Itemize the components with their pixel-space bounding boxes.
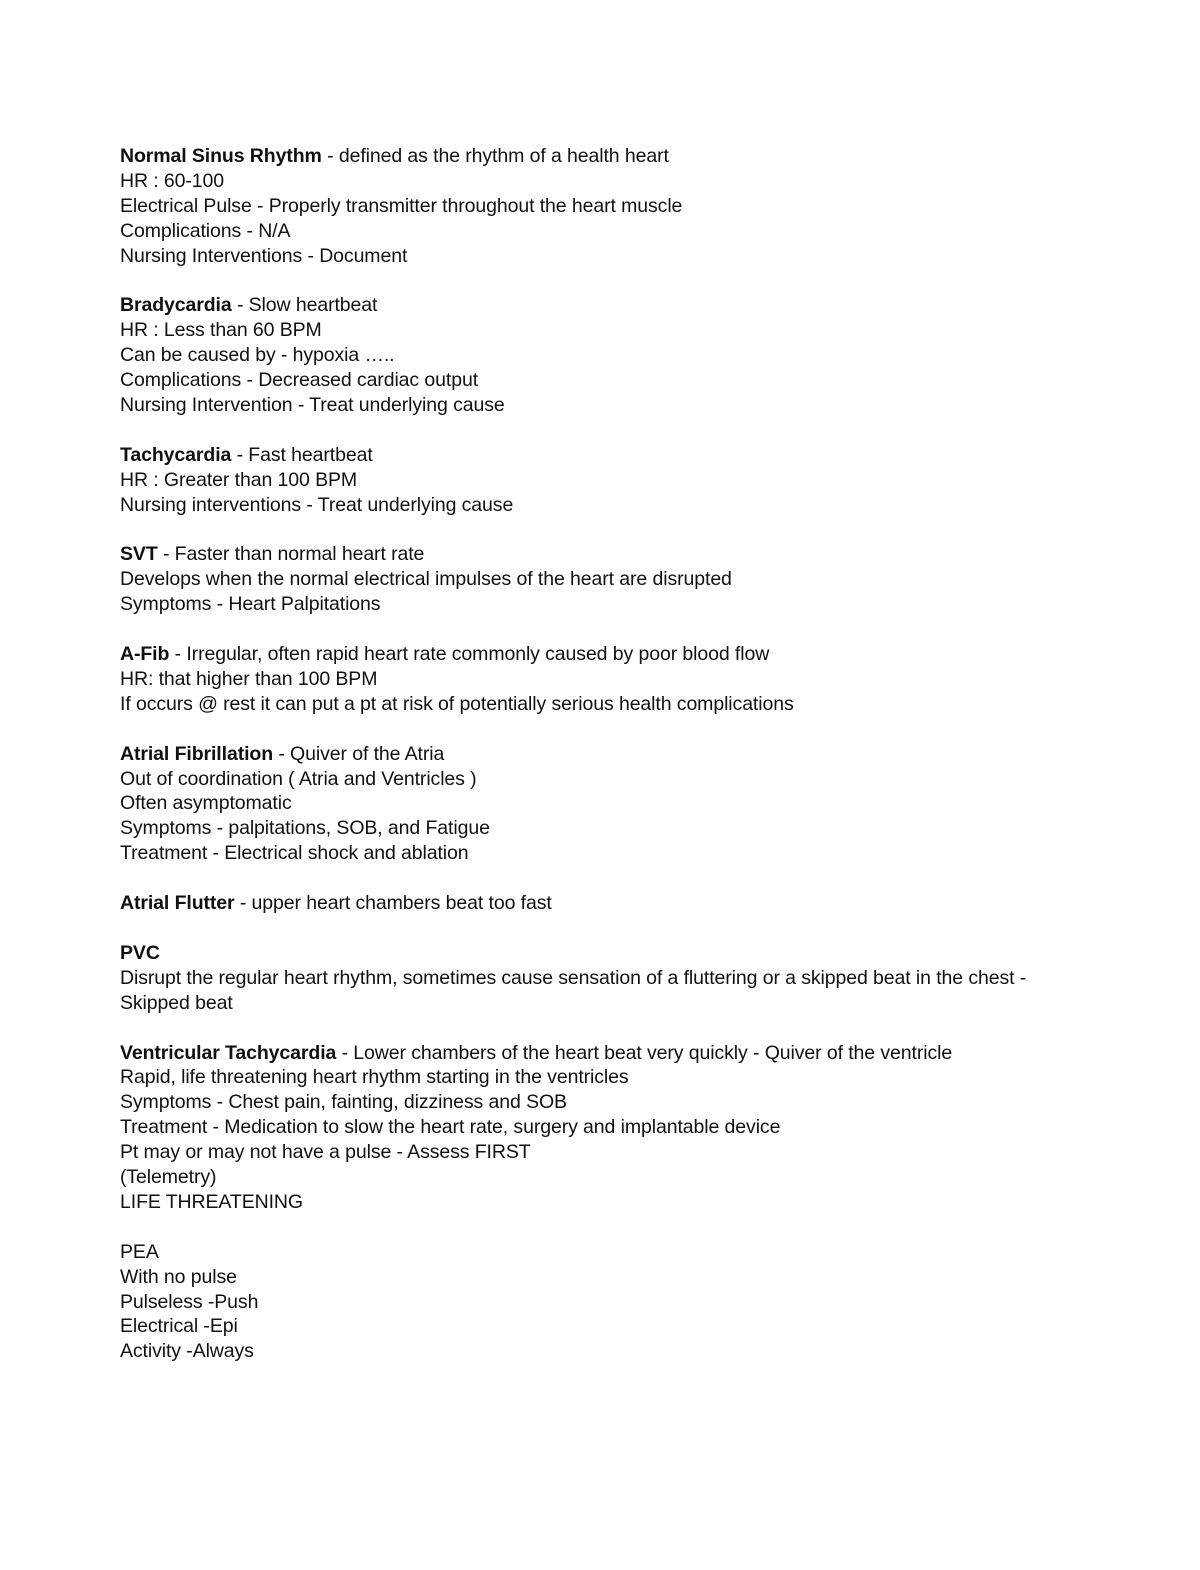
note-line: Can be caused by - hypoxia ….. bbox=[120, 344, 395, 367]
note-line: Electrical Pulse - Properly transmitter throughout the heart muscle bbox=[120, 194, 683, 217]
section-bradycardia bbox=[120, 293, 1060, 418]
section-heading bbox=[120, 443, 1060, 468]
section-pvc bbox=[120, 941, 1060, 1016]
term-description: - Slow heartbeat bbox=[231, 294, 378, 317]
term-heading: Bradycardia bbox=[120, 294, 232, 317]
note-line: HR: that higher than 100 BPM bbox=[120, 667, 378, 690]
term-description: - Fast heartbeat bbox=[231, 443, 373, 466]
notes-content bbox=[120, 144, 1060, 1389]
note-line: Often asymptomatic bbox=[120, 792, 292, 815]
term-heading: Normal Sinus Rhythm bbox=[120, 145, 322, 167]
section-atrial-fibrillation bbox=[120, 742, 1060, 867]
term-description: - defined as the rhythm of a health heart bbox=[321, 145, 669, 167]
section-heading bbox=[120, 742, 1060, 767]
term-heading: Atrial Flutter bbox=[120, 892, 235, 915]
note-line: Develops when the normal electrical impulses of the heart are disrupted bbox=[120, 568, 732, 591]
note-line: With no pulse bbox=[120, 1265, 237, 1288]
note-line: Symptoms - palpitations, SOB, and Fatigue bbox=[120, 817, 490, 840]
note-line: Out of coordination ( Atria and Ventricles ) bbox=[120, 767, 477, 790]
term-description: - upper heart chambers beat too fast bbox=[234, 892, 552, 915]
term-description: - Irregular, often rapid heart rate commonly caused by poor blood flow bbox=[169, 643, 770, 666]
note-line: Complications - Decreased cardiac output bbox=[120, 369, 479, 392]
section-normal-sinus-rhythm bbox=[120, 144, 1060, 269]
section-heading bbox=[120, 642, 1060, 667]
section-atrial-flutter bbox=[120, 891, 1060, 916]
note-line: Nursing interventions - Treat underlying cause bbox=[120, 493, 514, 516]
section-heading bbox=[120, 941, 1060, 966]
term-description: - Faster than normal heart rate bbox=[157, 543, 425, 566]
note-line: Complications - N/A bbox=[120, 219, 291, 242]
term-heading: Ventricular Tachycardia bbox=[120, 1041, 337, 1064]
note-line: Nursing Intervention - Treat underlying cause bbox=[120, 394, 505, 417]
section-a-fib bbox=[120, 642, 1060, 717]
section-svt bbox=[120, 542, 1060, 617]
note-line: Symptoms - Chest pain, fainting, dizziness and SOB bbox=[120, 1091, 567, 1114]
term-heading: A-Fib bbox=[120, 643, 170, 666]
section-tachycardia bbox=[120, 443, 1060, 518]
note-line: HR : Greater than 100 BPM bbox=[120, 468, 358, 491]
term-heading: Atrial Fibrillation bbox=[120, 742, 274, 765]
note-line: Pt may or may not have a pulse - Assess FIRST bbox=[120, 1141, 531, 1164]
section-pea bbox=[120, 1240, 1060, 1365]
term-heading: PVC bbox=[120, 941, 160, 964]
note-line: Nursing Interventions - Document bbox=[120, 244, 408, 267]
note-line: Activity -Always bbox=[120, 1340, 254, 1363]
term-description: PEA bbox=[120, 1240, 159, 1263]
note-line: If occurs @ rest it can put a pt at risk of potentially serious health complications bbox=[120, 692, 794, 715]
note-line: Rapid, life threatening heart rhythm starting in the ventricles bbox=[120, 1066, 629, 1089]
note-line: (Telemetry) bbox=[120, 1166, 217, 1189]
term-heading: SVT bbox=[120, 543, 158, 566]
term-description: - Lower chambers of the heart beat very quickly - Quiver of the ventricle bbox=[336, 1041, 953, 1064]
note-line: HR : Less than 60 BPM bbox=[120, 319, 322, 342]
term-description: - Quiver of the Atria bbox=[273, 742, 445, 765]
note-line: Treatment - Medication to slow the heart rate, surgery and implantable device bbox=[120, 1116, 781, 1139]
note-line: HR : 60-100 bbox=[120, 169, 225, 192]
note-line: Pulseless -Push bbox=[120, 1290, 259, 1313]
note-line: LIFE THREATENING bbox=[120, 1190, 303, 1213]
section-heading bbox=[120, 542, 1060, 567]
term-heading: Tachycardia bbox=[120, 443, 232, 466]
section-heading bbox=[120, 891, 1060, 916]
note-line: Electrical -Epi bbox=[120, 1315, 238, 1338]
section-heading bbox=[120, 1240, 1060, 1265]
note-line: Disrupt the regular heart rhythm, sometimes cause sensation of a fluttering or a skipped beat in the chest - Skipped beat bbox=[120, 966, 1027, 1014]
section-heading bbox=[120, 144, 1060, 169]
section-heading bbox=[120, 293, 1060, 318]
note-line: Symptoms - Heart Palpitations bbox=[120, 593, 381, 616]
note-line: Treatment - Electrical shock and ablation bbox=[120, 842, 469, 865]
section-heading bbox=[120, 1041, 1060, 1066]
section-ventricular-tachycardia bbox=[120, 1041, 1060, 1215]
